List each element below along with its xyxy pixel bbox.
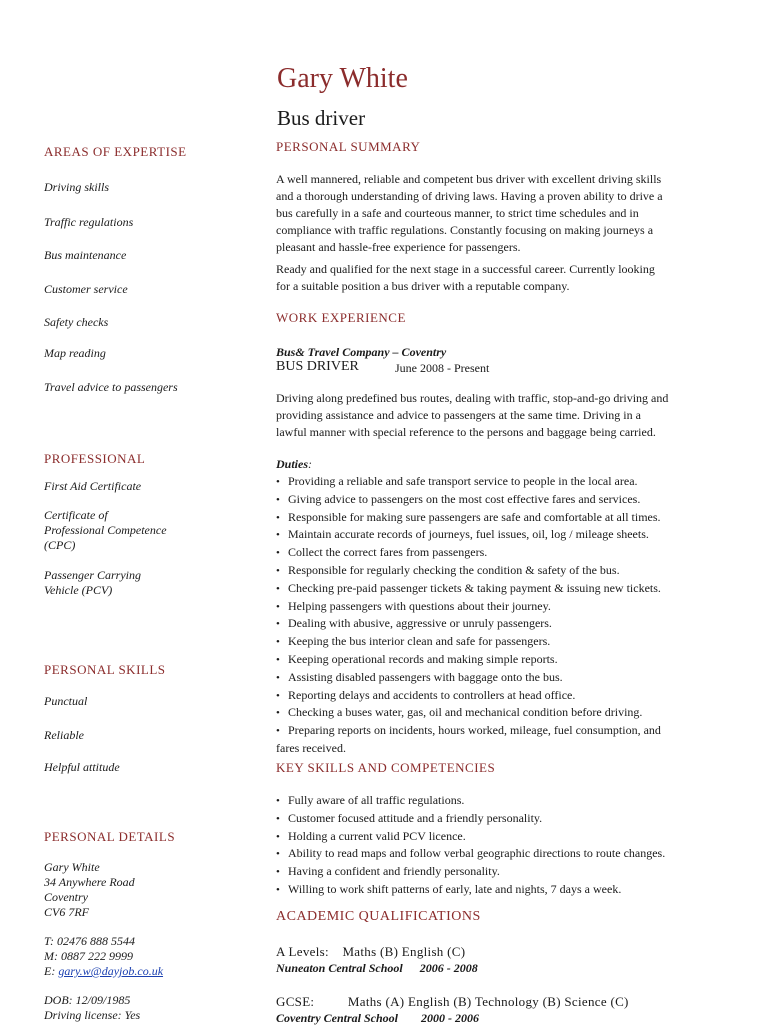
expertise-item: Safety checks (44, 315, 109, 329)
list-item: • Keeping operational records and making simple reports. (276, 651, 661, 669)
list-item-continuation: fares received. (276, 740, 346, 755)
phone-landline: T: 02476 888 5544 (44, 934, 136, 948)
personal-skills-heading: PERSONAL SKILLS (44, 662, 166, 677)
date-of-birth: DOB: 12/09/1985 (44, 993, 131, 1007)
areas-of-expertise-heading: AREAS OF EXPERTISE (44, 144, 187, 159)
expertise-item: Traffic regulations (44, 215, 134, 229)
a-levels-row (276, 944, 465, 960)
expertise-item: Bus maintenance (44, 248, 127, 262)
skill-item: Helpful attitude (44, 760, 120, 774)
expertise-item: Travel advice to passengers (44, 380, 178, 394)
position-title: BUS DRIVER (276, 359, 359, 374)
list-item: • Giving advice to passengers on the most cost effective fares and services. (276, 491, 661, 509)
professional-item: Professional Competence (44, 523, 167, 537)
list-item: • Fully aware of all traffic regulations. (276, 792, 665, 810)
key-skills-heading: KEY SKILLS AND COMPETENCIES (276, 760, 496, 775)
skill-item: Reliable (44, 728, 84, 742)
professional-heading: PROFESSIONAL (44, 451, 146, 466)
expertise-item: Customer service (44, 282, 128, 296)
a-levels-subjects: Maths (B) English (C) (342, 944, 466, 959)
text-line: Driving along predefined bus routes, dealing with traffic, stop-and-go driving and (276, 391, 669, 405)
list-item: • Assisting disabled passengers with baggage onto the bus. (276, 669, 661, 687)
skill-item: Punctual (44, 694, 88, 708)
list-item: • Collect the correct fares from passengers. (276, 544, 661, 562)
detail-line: Coventry (44, 890, 88, 904)
list-item: • Customer focused attitude and a friendly personality. (276, 810, 665, 828)
detail-line: CV6 7RF (44, 905, 89, 919)
gcse-years: 2000 - 2006 (421, 1011, 480, 1025)
gcse-row (276, 994, 629, 1010)
detail-line: 34 Anywhere Road (44, 875, 135, 889)
gcse-school: Coventry Central School (276, 1011, 399, 1025)
text-line: providing assistance and advice to passengers at the same time. Driving in a (276, 408, 641, 422)
academic-heading: ACADEMIC QUALIFICATIONS (276, 909, 481, 924)
personal-details-heading: PERSONAL DETAILS (44, 829, 176, 844)
list-item: • Responsible for making sure passengers are safe and comfortable at all times. (276, 509, 661, 527)
text-line: A well mannered, reliable and competent bus driver with excellent driving skills (276, 172, 662, 186)
professional-item: Vehicle (PCV) (44, 583, 113, 597)
list-item: • Keeping the bus interior clean and safe for passengers. (276, 633, 661, 651)
gcse-subjects: Maths (A) English (B) Technology (B) Science (C) (347, 994, 629, 1009)
email-link[interactable]: gary.w@dayjob.co.uk (58, 964, 164, 978)
a-levels-school-row (276, 961, 478, 976)
list-item: • Dealing with abusive, aggressive or unruly passengers. (276, 615, 661, 633)
a-levels-label: A Levels: (276, 944, 329, 959)
list-item: • Responsible for regularly checking the condition & safety of the bus. (276, 562, 661, 580)
email-label: E: (44, 964, 59, 978)
company-name: Bus& Travel Company – Coventry (276, 345, 447, 359)
key-skills-list (276, 792, 665, 899)
position-dates: June 2008 - Present (395, 361, 490, 375)
email-line (44, 964, 163, 979)
duties-list (276, 473, 661, 757)
professional-item: (CPC) (44, 538, 76, 552)
candidate-name: Gary White (277, 63, 408, 94)
a-levels-school: Nuneaton Central School (276, 961, 403, 975)
professional-item: Passenger Carrying (44, 568, 141, 582)
list-item: • Checking pre-paid passenger tickets & taking payment & issuing new tickets. (276, 580, 661, 598)
phone-mobile: M: 0887 222 9999 (44, 949, 133, 963)
job-description (276, 390, 668, 441)
summary-paragraph (276, 171, 663, 256)
work-experience-heading: WORK EXPERIENCE (276, 310, 406, 325)
text-line: for a suitable position a bus driver with a reputable company. (276, 279, 570, 293)
text-line: bus carefully in a safe and courteous manner, to strict time schedules and in (276, 206, 639, 220)
list-item: • Holding a current valid PCV licence. (276, 828, 665, 846)
duties-colon: : (308, 457, 313, 471)
list-item: • Providing a reliable and safe transport service to people in the local area. (276, 473, 661, 491)
expertise-item: Driving skills (44, 180, 109, 194)
personal-summary-heading: PERSONAL SUMMARY (276, 139, 421, 154)
list-item: • Ability to read maps and follow verbal geographic directions to route changes. (276, 845, 665, 863)
detail-line: Gary White (44, 860, 100, 874)
duties-label-text: Duties (276, 457, 309, 471)
list-item: • Checking a buses water, gas, oil and mechanical condition before driving. (276, 704, 661, 722)
job-role: Bus driver (277, 106, 366, 130)
list-item: • Willing to work shift patterns of early, late and nights, 7 days a week. (276, 881, 665, 899)
list-item: • Maintain accurate records of journeys, fuel issues, oil, log / mileage sheets. (276, 526, 661, 544)
list-item: • Preparing reports on incidents, hours worked, mileage, fuel consumption, and (276, 722, 661, 740)
text-line: and a thorough understanding of driving laws. Having a proven ability to drive a (276, 189, 663, 203)
list-item: • Helping passengers with questions about their journey. (276, 598, 661, 616)
driving-license: Driving license: Yes (44, 1008, 141, 1022)
expertise-item: Map reading (44, 346, 106, 360)
professional-item: First Aid Certificate (44, 479, 142, 493)
professional-item: Certificate of (44, 508, 108, 522)
text-line: Ready and qualified for the next stage in a successful career. Currently looking (276, 262, 655, 276)
text-line: lawful manner with special reference to the persons and baggage being carried. (276, 425, 656, 439)
text-line: pleasant and hassle-free experience for passengers. (276, 240, 521, 254)
text-line: compliance with traffic regulations. Constantly focusing on making journeys a (276, 223, 654, 237)
gcse-label: GCSE: (276, 994, 315, 1009)
duties-label (276, 457, 312, 472)
list-item: • Having a confident and friendly personality. (276, 863, 665, 881)
a-levels-years: 2006 - 2008 (419, 961, 478, 975)
summary-paragraph (276, 261, 655, 295)
list-item: • Reporting delays and accidents to controllers at head office. (276, 687, 661, 705)
